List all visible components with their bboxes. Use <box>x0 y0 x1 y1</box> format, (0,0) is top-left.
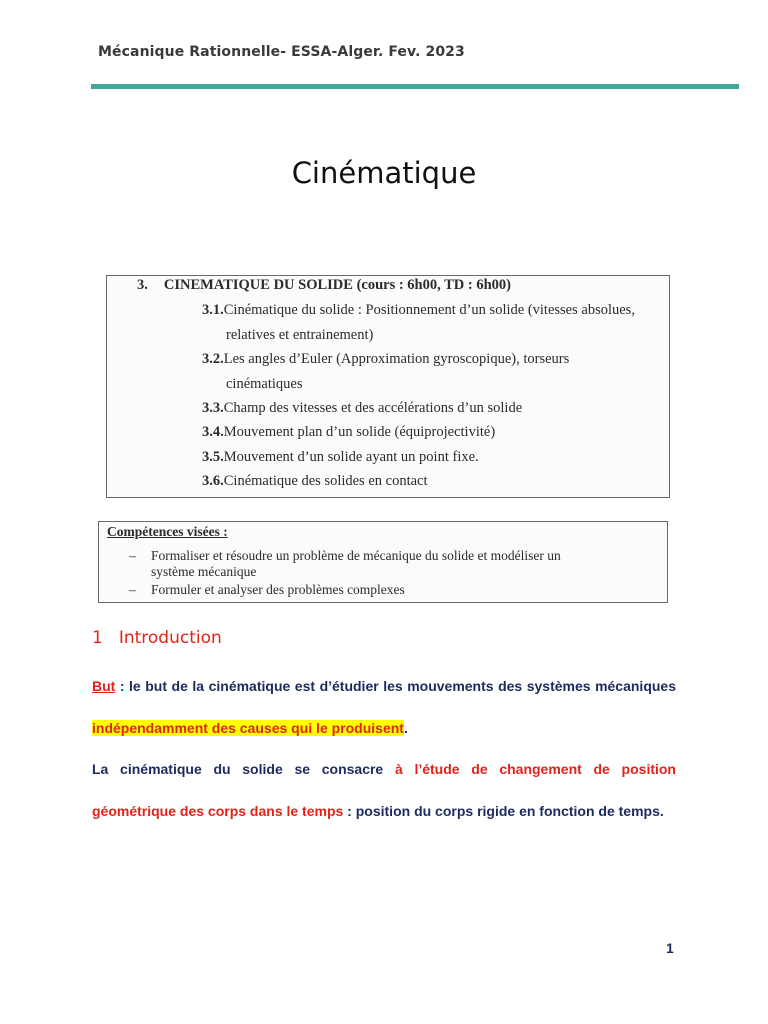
paragraph-definition <box>92 748 676 832</box>
syllabus-item <box>202 420 657 445</box>
section-number: 1 <box>92 628 103 648</box>
running-header: Mécanique Rationnelle- ESSA-Alger. Fev. 2023 <box>98 44 465 60</box>
syllabus-item <box>202 347 657 397</box>
syllabus-item-text: Mouvement d’un solide ayant un point fixe. <box>223 449 479 465</box>
competence-text: Formaliser et résoudre un problème de mécanique du solide et modéliser un <box>151 548 561 563</box>
syllabus-item-text: Mouvement plan d’un solide (équiprojectivité) <box>223 424 496 440</box>
syllabus-item-continuation: relatives et entrainement) <box>226 327 374 343</box>
goal-highlight: indépendamment des causes qui le produisent <box>92 720 404 736</box>
section-title-text: Introduction <box>118 628 222 648</box>
goal-end: . <box>403 720 408 736</box>
competence-dash: – <box>129 548 136 563</box>
competence-continuation: système mécanique <box>151 564 257 579</box>
definition-text-a: La cinématique du solide se consacre <box>92 761 395 777</box>
goal-label: But <box>92 678 116 694</box>
syllabus-item <box>202 396 657 421</box>
syllabus-heading <box>137 277 511 294</box>
syllabus-item-text: Champ des vitesses et des accélérations d’un solide <box>223 400 523 416</box>
definition-red-text: à l’étude de changement de position géométrique des corps dans le temps <box>92 761 676 819</box>
goal-separator: : <box>115 678 130 694</box>
syllabus-item-text: Cinématique des solides en contact <box>223 473 428 489</box>
page-number: 1 <box>666 940 674 956</box>
paragraph-goal <box>92 665 676 749</box>
syllabus-item <box>202 298 657 348</box>
definition-text-b: : position du corps rigide en fonction de temps. <box>343 803 664 819</box>
document-title: Cinématique <box>291 156 477 190</box>
syllabus-item-number: 3.4. <box>202 424 224 440</box>
header-rule <box>91 84 739 89</box>
syllabus-item-number: 3.2. <box>202 351 224 367</box>
syllabus-item <box>202 445 657 470</box>
goal-text: le but de la cinématique est d’étudier les mouvements des systèmes mécaniques <box>129 678 676 694</box>
competences-title: Compétences visées : <box>107 524 228 539</box>
syllabus-item-continuation: cinématiques <box>226 376 303 392</box>
competence-item <box>129 582 405 598</box>
competence-text: Formuler et analyser des problèmes complexes <box>151 582 405 597</box>
competence-dash: – <box>129 582 136 597</box>
syllabus-item-number: 3.5. <box>202 449 224 465</box>
section-heading <box>92 628 222 648</box>
syllabus-item-number: 3.3. <box>202 400 224 416</box>
syllabus-heading-text: CINEMATIQUE DU SOLIDE (cours : 6h00, TD : 6h00) <box>163 277 511 293</box>
syllabus-item-number: 3.1. <box>202 302 224 318</box>
syllabus-item-number: 3.6. <box>202 473 224 489</box>
syllabus-number: 3. <box>137 277 148 293</box>
syllabus-item-text: Les angles d’Euler (Approximation gyroscopique), torseurs <box>223 351 570 367</box>
syllabus-box <box>106 275 670 498</box>
competence-item <box>129 548 561 580</box>
syllabus-item-text: Cinématique du solide : Positionnement d’un solide (vitesses absolues, <box>223 302 635 318</box>
syllabus-item <box>202 469 657 494</box>
competences-box <box>98 521 668 603</box>
